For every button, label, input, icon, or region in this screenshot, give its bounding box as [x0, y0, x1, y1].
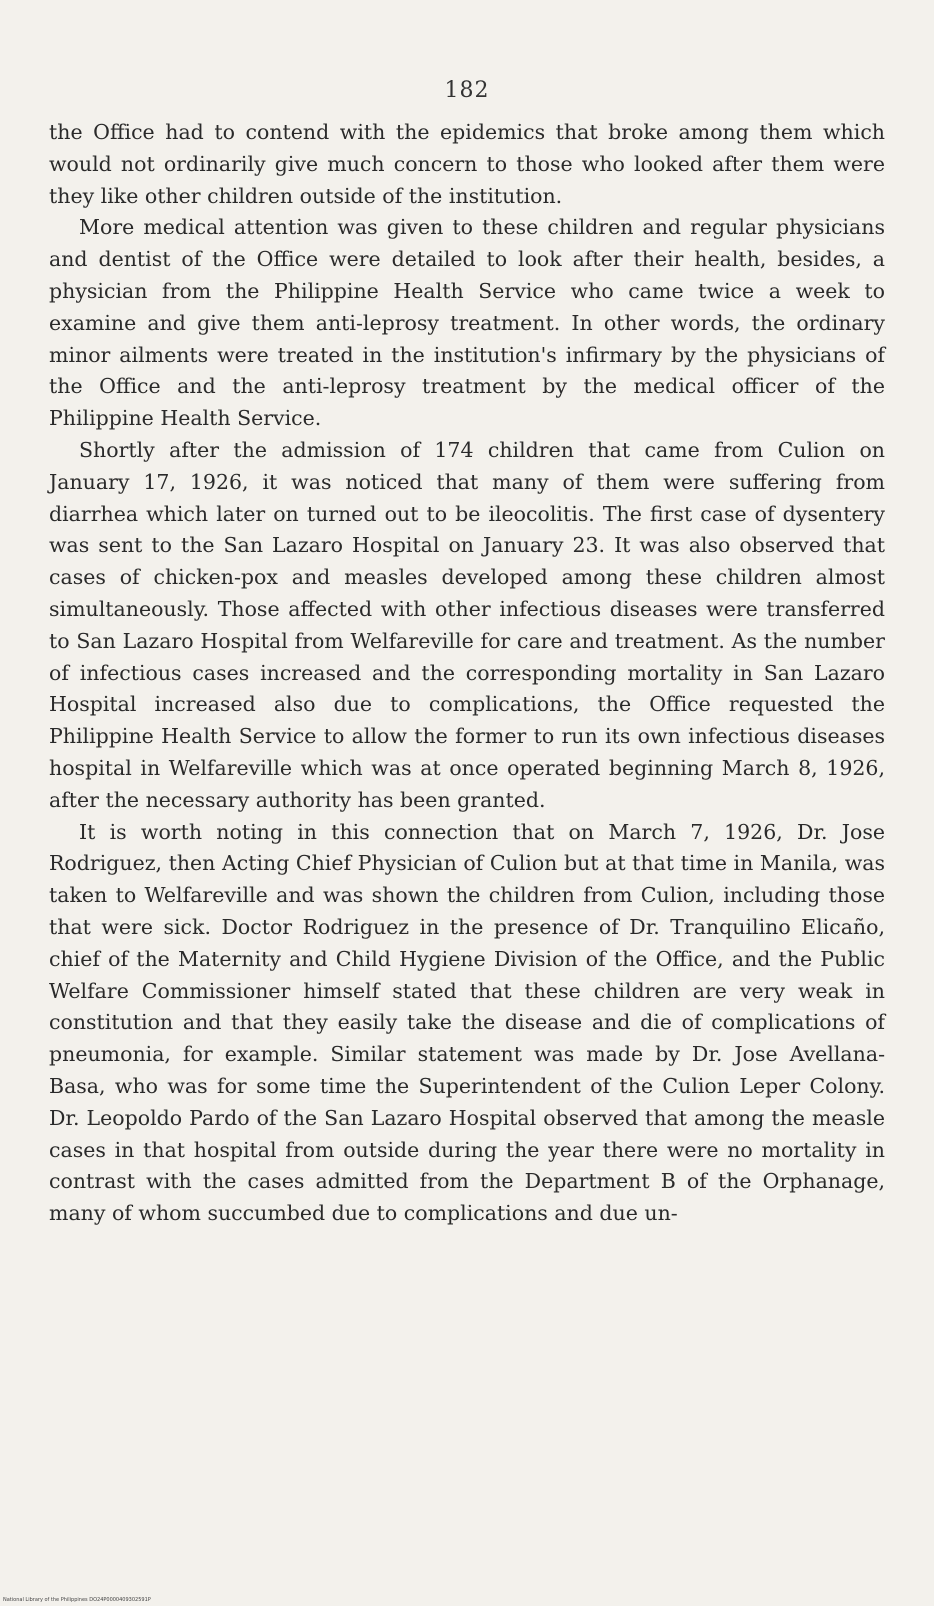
paragraph-continuation: the Office had to contend with the epidemics that broke among them which would not ordinarily give much concern to those who looked after them were they like other children outside of the institution. [49, 120, 885, 208]
page-number: 182 [444, 78, 490, 103]
paragraph-rodriguez-statement: It is worth noting in this connection that on March 7, 1926, Dr. Jose Rodriguez, then Acting Chief Physician of Culion but at that time in Manila, was taken to Welfareville and was shown the children from Culion, including those that were sick. Doctor Rodriguez in the presence of Dr. Tranquilino Elicaño, chief of the Maternity and Child Hygiene Division of the Office, and the Public Welfare Commissioner himself stated that these children are very weak in constitution and that they easily take the disease and die of complications of pneumonia, for example. Similar statement was made by Dr. Jose Avellana-Basa, who was for some time the Superintendent of the Culion Leper Colony. Dr. Leopoldo Pardo of the San Lazaro Hospital observed that among the measle cases in that hospital from outside during the year there were no mortality in contrast with the cases admitted from the Department B of the Orphanage, many of whom succumbed due to complications and due un- [49, 819, 885, 1226]
document-page [49, 78, 885, 1230]
paragraph-epidemics: Shortly after the admission of 174 children that came from Culion on January 17, 1926, it was noticed that many of them were suffering from diarrhea which later on turned out to be ileocolitis. The first case of dysentery was sent to the San Lazaro Hospital on January 23. It was also observed that cases of chicken-pox and measles developed among these children almost simultaneously. Those affected with other infectious diseases were transferred to San Lazaro Hospital from Welfareville for care and treatment. As the number of infectious cases increased and the corresponding mortality in San Lazaro Hospital increased also due to complications, the Office requested the Philippine Health Service to allow the former to run its own infectious diseases hospital in Welfareville which was at once operated beginning March 8, 1926, after the necessary authority has been granted. [49, 437, 885, 812]
paragraph-medical-attention: More medical attention was given to these children and regular physicians and dentist of the Office were detailed to look after their health, besides, a physician from the Philippine Health Service who came twice a week to examine and give them anti-leprosy treatment. In other words, the ordinary minor ailments were treated in the institution's infirmary by the physicians of the Office and the anti-leprosy treatment by the medical officer of the Philippine Health Service. [49, 215, 885, 431]
scan-footer-credit: National Library of the Philippines DO24P0000409302591P [3, 1597, 151, 1603]
